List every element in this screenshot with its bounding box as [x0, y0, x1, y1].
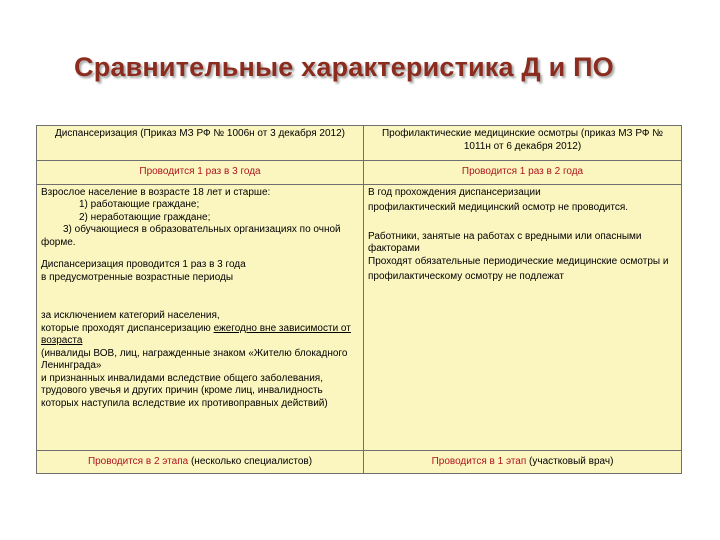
stages-preventive-exams — [364, 450, 682, 474]
table-header-row — [37, 126, 682, 161]
frequency-preventive-exams: Проводится 1 раз в 2 года — [364, 161, 682, 185]
population-item-3: 3) обучающиеся в образовательных организациях по очной форме. — [41, 224, 341, 248]
right-para-1-line-1: В год прохождения диспансеризации — [368, 186, 541, 198]
details-preventive-exams — [364, 184, 682, 450]
population-item-1: 1) работающие граждане; — [79, 199, 200, 210]
stages-right-note: (участковый врач) — [526, 455, 614, 467]
exception-text: которые проходят диспансеризацию — [41, 322, 214, 334]
header-dispensarization: Диспансеризация (Приказ МЗ РФ № 1006н от 3 декабря 2012) — [37, 126, 364, 161]
exception-line-2 — [41, 323, 359, 348]
frequency-dispensarization: Проводится 1 раз в 3 года — [37, 161, 364, 185]
stages-dispensarization — [37, 450, 364, 474]
header-preventive-exams: Профилактические медицинские осмотры (приказ МЗ РФ № 1011н от 6 декабря 2012) — [364, 126, 682, 161]
exception-line-4: и признанных инвалидами вследствие общего заболевания, трудового увечья и других причин (кроме лиц, инвалидность которых наступила вследствие их противоправных действий) — [41, 372, 328, 409]
stages-left-highlight: Проводится в 2 этапа — [87, 455, 189, 467]
right-para-1-line-2: профилактический медицинский осмотр не проводится. — [368, 202, 629, 213]
period-line-1: Диспансеризация проводится 1 раз в 3 года — [41, 259, 246, 270]
stages-left-note: (несколько специалистов) — [188, 455, 313, 467]
page-title: Сравнительные характеристика Д и ПО — [74, 52, 614, 82]
frequency-row — [37, 161, 682, 185]
exception-line-1: за исключением категорий населения, — [41, 310, 220, 321]
exception-line-3: (инвалиды ВОВ, лиц, награжденные знаком «Жителю блокадного Ленинграда» — [41, 347, 348, 371]
right-para-2-line-3: профилактическому осмотру не подлежат — [368, 271, 564, 282]
details-dispensarization — [37, 184, 364, 450]
right-para-2-line-2: Проходят обязательные периодические медицинские осмотры и — [368, 255, 669, 267]
right-para-2-line-1: Работники, занятые на работах с вредными или опасными факторами — [368, 230, 642, 254]
exception-annual-underlined: ежегодно вне зависимости от возраста — [41, 322, 351, 346]
stages-row — [37, 450, 682, 474]
stages-right-highlight: Проводится в 1 этап — [431, 455, 527, 467]
population-intro: Взрослое население в возрасте 18 лет и старше: — [41, 186, 271, 198]
population-item-2: 2) неработающие граждане; — [79, 211, 211, 223]
details-row — [37, 184, 682, 450]
period-line-2: в предусмотренные возрастные периоды — [41, 271, 234, 283]
comparison-table — [36, 125, 682, 474]
